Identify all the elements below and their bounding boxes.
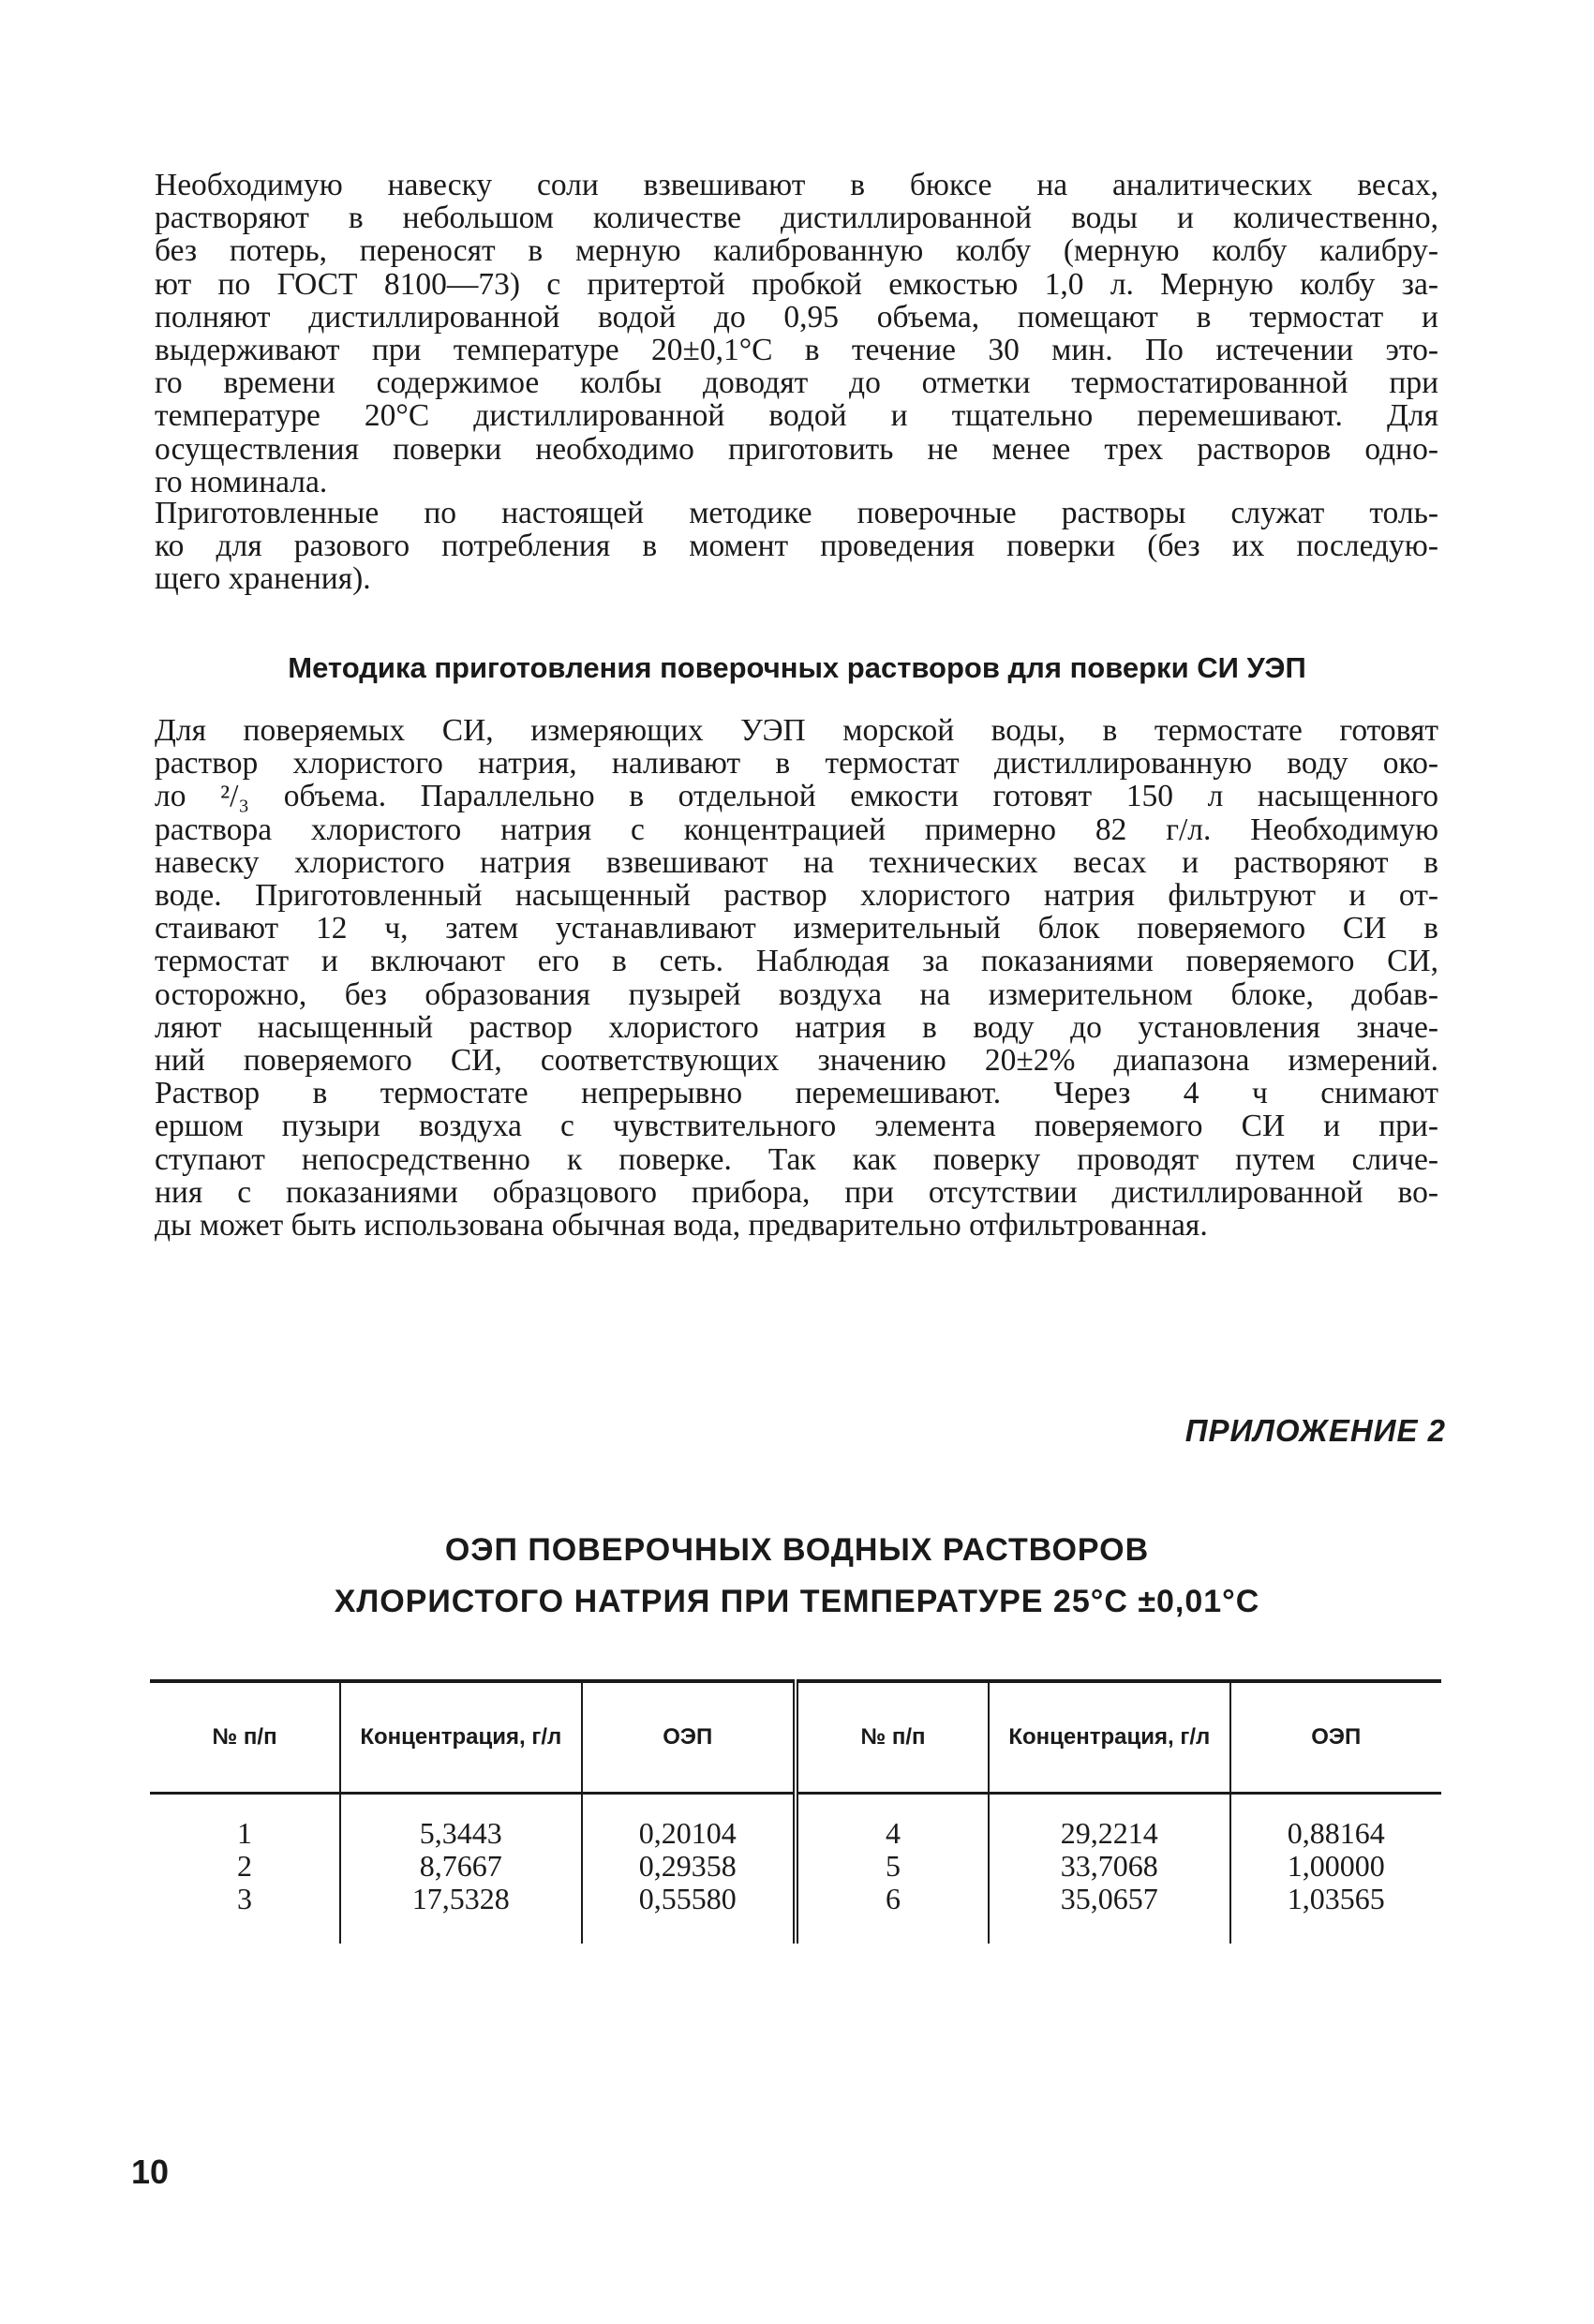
text-line: ды может быть использована обычная вода, предварительно отфильтрованная.: [155, 1208, 1208, 1244]
cell-numbers-left: 1 2 3: [237, 1816, 253, 1915]
text-line: ступают непосредственно к поверке. Так как поверку проводят путем сличе-: [155, 1141, 1438, 1177]
text-line: ко для разового потребления в момент проведения поверки (без их последую-: [155, 529, 1438, 564]
body-paragraph-1: [155, 169, 1438, 499]
text-line: температуре 20°С дистиллированной водой и тщательно перемешивают. Для: [155, 398, 1438, 434]
text-line: осуществления поверки необходимо приготовить не менее трех растворов одно-: [155, 431, 1438, 467]
text-line: раствора хлористого натрия с концентрацией примерно 82 г/л. Необходимую: [155, 812, 1438, 847]
text-line: щего хранения).: [155, 561, 371, 597]
text-line: навеску хлористого натрия взвешивают на технических весах и растворяют в: [155, 844, 1438, 880]
header-oep-left: ОЭП: [582, 1681, 796, 1794]
text-line: ний поверяемого СИ, соответствующих значению 20±2% диапазона измерений.: [155, 1043, 1438, 1079]
text-line: растворяют в небольшом количестве дистиллированной воды и количественно,: [155, 201, 1438, 236]
text-line: ют по ГОСТ 8100—73) с притертой пробкой емкостью 1,0 л. Мерную колбу за-: [155, 266, 1438, 302]
text-line: осторожно, без образования пузырей воздуха на измерительном блоке, добав-: [155, 976, 1438, 1012]
text-line: го времени содержимое колбы доводят до отметки термостатированной при: [155, 365, 1438, 401]
cell-concentrations-right: 29,2214 33,7068 35,0657: [989, 1794, 1229, 1944]
table-title-line-1: ОЭП ПОВЕРОЧНЫХ ВОДНЫХ РАСТВОРОВ: [444, 1532, 1150, 1568]
cell-concentrations-left: 5,3443 8,7667 17,5328: [340, 1794, 581, 1944]
text-line: термостат и включают его в сеть. Наблюдая за показаниями поверяемого СИ,: [155, 944, 1438, 979]
cell-oep-right: 0,88164 1,00000 1,03565: [1230, 1794, 1441, 1944]
table-row: [150, 1794, 1441, 1944]
text-line: го номинала.: [155, 464, 328, 499]
text-line: воде. Приготовленный насыщенный раствор хлористого натрия фильтруют и от-: [155, 878, 1438, 914]
section-heading: Методика приготовления поверочных растворов для поверки СИ УЭП: [288, 651, 1306, 684]
text-line: Приготовленные по настоящей методике поверочные растворы служат толь-: [155, 496, 1438, 530]
page-number: 10: [131, 2153, 170, 2191]
table-title-line-2: ХЛОРИСТОГО НАТРИЯ ПРИ ТЕМПЕРАТУРЕ 25°С ±0,01°С: [334, 1584, 1260, 1619]
text-line: ло ²/₃ объема. Параллельно в отдельной емкости готовят 150 л насыщенного: [155, 779, 1438, 814]
text-line: ляют насыщенный раствор хлористого натрия в воду до установления значе-: [155, 1009, 1438, 1045]
oep-table: [150, 1679, 1441, 1944]
header-number-right: № п/п: [796, 1681, 989, 1794]
text-line: стаивают 12 ч, затем устанавливают измерительный блок поверяемого СИ в: [155, 911, 1438, 946]
body-paragraph-2: [155, 497, 1438, 596]
text-line: Необходимую навеску соли взвешивают в бюксе на аналитических весах,: [155, 168, 1438, 202]
header-concentration-left: Концентрация, г/л: [340, 1681, 581, 1794]
text-line: полняют дистиллированной водой до 0,95 объема, помещают в термостат и: [155, 299, 1438, 335]
text-line: без потерь, переносят в мерную калиброванную колбу (мерную колбу калибру-: [155, 233, 1438, 269]
header-number-left: № п/п: [212, 1724, 277, 1750]
text-line: Для поверяемых СИ, измеряющих УЭП морской воды, в термостате готовят: [155, 713, 1438, 748]
text-line: ния с показаниями образцового прибора, при отсутствии дистиллированной во-: [155, 1174, 1438, 1210]
cell-numbers-right: 4 5 6: [796, 1794, 989, 1944]
body-paragraph-3: [155, 714, 1438, 1242]
text-line: ершом пузыри воздуха с чувствительного элемента поверяемого СИ и при-: [155, 1109, 1438, 1144]
text-line: выдерживают при температуре 20±0,1°С в течение 30 мин. По истечении это-: [155, 333, 1438, 368]
text-line: раствор хлористого натрия, наливают в термостат дистиллированную воду око-: [155, 746, 1438, 782]
table-header-row: [150, 1681, 1441, 1794]
header-concentration-right: Концентрация, г/л: [989, 1681, 1229, 1794]
appendix-label: ПРИЛОЖЕНИЕ 2: [1184, 1413, 1446, 1448]
text-line: Раствор в термостате непрерывно перемешивают. Через 4 ч снимают: [155, 1076, 1438, 1111]
cell-oep-left: 0,20104 0,29358 0,55580: [582, 1794, 796, 1944]
header-oep-right: ОЭП: [1230, 1681, 1441, 1794]
